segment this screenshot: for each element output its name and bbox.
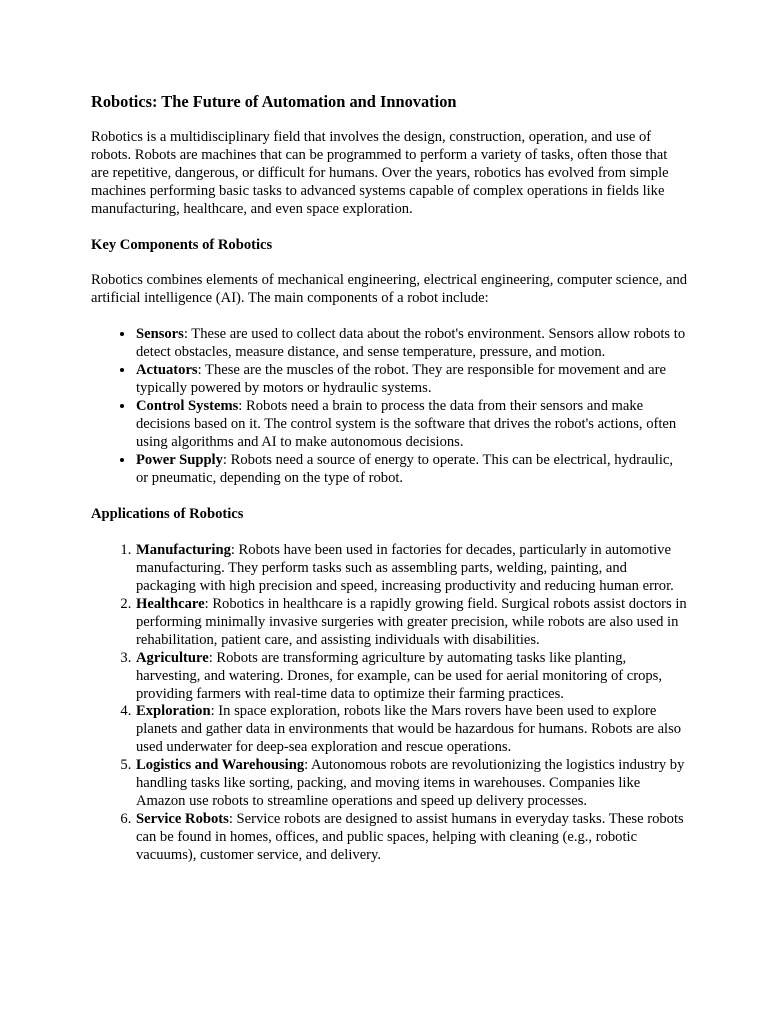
list-item-term: Power Supply: [136, 451, 223, 468]
list-item: [135, 362, 688, 398]
applications-heading: Applications of Robotics: [91, 506, 244, 523]
intro-paragraph: Robotics is a multidisciplinary field that involves the design, construction, operation, and use of robots. Robots are machines that can be programmed to perform a variety of tasks, often those that are repetitive, dangerous, or difficult for humans. Over the years, robotics has evolved from simple machines performing basic tasks to advanced systems capable of complex operations in fields like manufacturing, healthcare, and even space exploration.: [91, 129, 669, 217]
list-item: [135, 757, 688, 811]
list-item-text: : Service robots are designed to assist humans in everyday tasks. These robots can be found in homes, offices, and public spaces, helping with cleaning (e.g., robotic vacuums), customer service, and delivery.: [136, 810, 684, 863]
list-item-term: Service Robots: [136, 810, 229, 827]
list-item: [135, 398, 688, 452]
list-item-term: Actuators: [136, 362, 198, 379]
list-item-term: Exploration: [136, 703, 211, 720]
components-intro: Robotics combines elements of mechanical engineering, electrical engineering, computer science, and artificial intelligence (AI). The main components of a robot include:: [91, 272, 688, 307]
list-item-text: : Robotics in healthcare is a rapidly growing field. Surgical robots assist doctors in performing minimally invasive surgeries with greater precision, while robots are also used in rehabilitation, patient care, and assisting individuals with disabilities.: [136, 596, 687, 648]
list-item-text: : Robots need a source of energy to operate. This can be electrical, hydraulic, or pneumatic, depending on the type of robot.: [136, 451, 673, 486]
list-item-term: Sensors: [136, 326, 184, 343]
applications-list: [91, 542, 688, 864]
list-item: [135, 452, 688, 488]
components-heading: Key Components of Robotics: [91, 236, 273, 253]
list-item-text: : Robots are transforming agriculture by automating tasks like planting, harvesting, and watering. Drones, for example, can be used for aerial monitoring of crops, providing farmers with real-time data to optimize their farming practices.: [136, 649, 663, 702]
list-item-text: : These are used to collect data about the robot's environment. Sensors allow robots to detect obstacles, measure distance, and sense temperature, pressure, and motion.: [136, 326, 686, 361]
list-item: [135, 650, 688, 704]
list-item-term: Logistics and Warehousing: [136, 757, 305, 774]
components-list: [91, 326, 688, 487]
list-item-text: : Autonomous robots are revolutionizing the logistics industry by handling tasks like sorting, packing, and moving items in warehouses. Companies like Amazon use robots to streamline operations and speed up delivery processes.: [136, 757, 685, 809]
document-title: Robotics: The Future of Automation and Innovation: [91, 92, 457, 111]
list-item: [135, 811, 688, 865]
list-item-term: Agriculture: [136, 649, 209, 666]
list-item-term: Control Systems: [136, 397, 239, 414]
list-item: [135, 703, 688, 757]
list-item-term: Healthcare: [136, 596, 205, 613]
list-item-text: : These are the muscles of the robot. They are responsible for movement and are typically powered by motors or hydraulic systems.: [136, 362, 666, 396]
list-item: [135, 596, 688, 650]
list-item-term: Manufacturing: [136, 542, 231, 559]
list-item: [135, 326, 688, 362]
list-item: [135, 542, 688, 596]
list-item-text: : Robots need a brain to process the data from their sensors and make decisions based on it. The control system is the software that drives the robot's actions, often using algorithms and AI to make autonomous decisions.: [136, 397, 677, 450]
list-item-text: : In space exploration, robots like the Mars rovers have been used to explore planets and gather data in environments that would be hazardous for humans. Robots are also used underwater for deep-sea exploration and rescue operations.: [136, 703, 682, 756]
list-item-text: : Robots have been used in factories for decades, particularly in automotive manufacturing. They perform tasks such as assembling parts, welding, painting, and packaging with high precision and speed, increasing productivity and reducing human error.: [136, 542, 674, 595]
